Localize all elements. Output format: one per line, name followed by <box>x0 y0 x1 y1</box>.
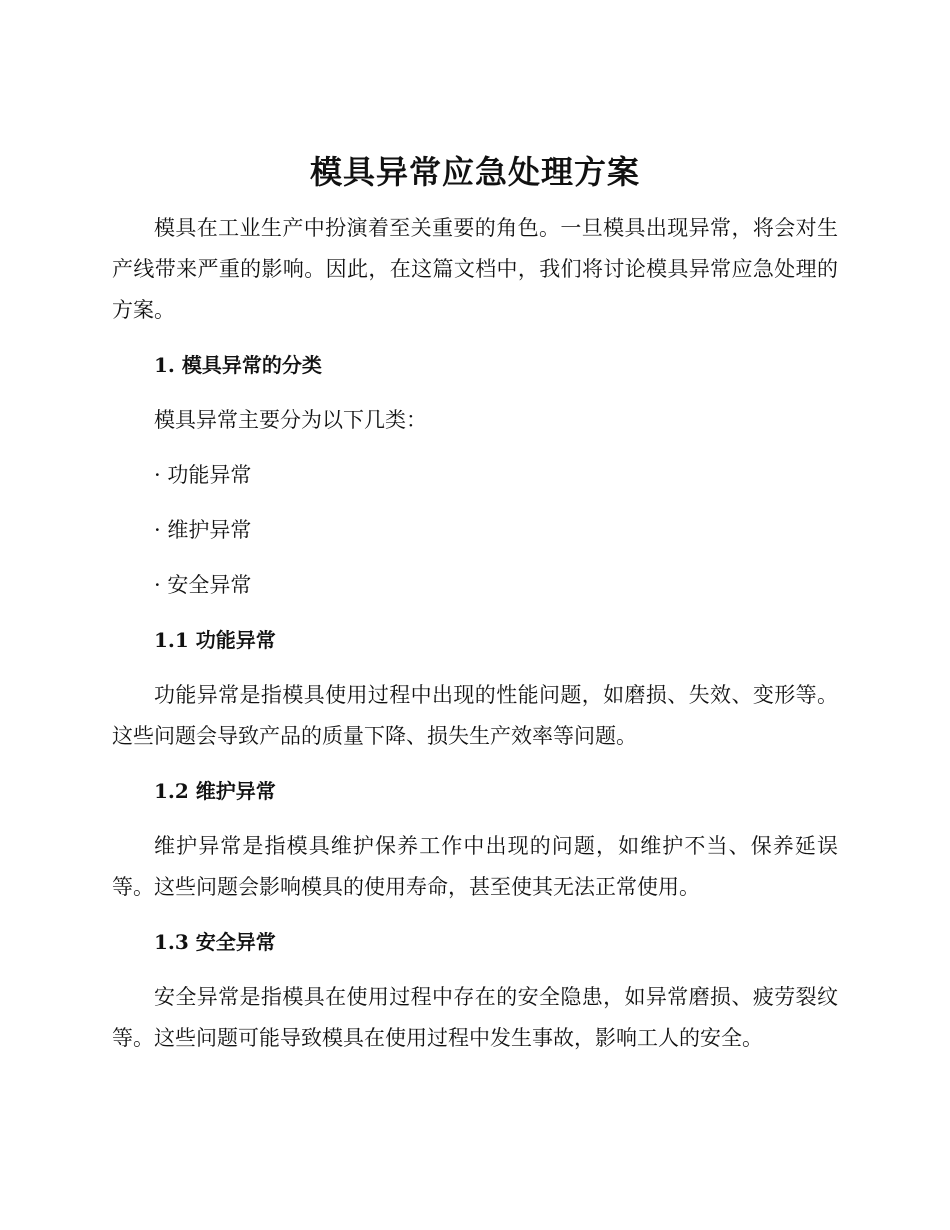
section-1-lead: 模具异常主要分为以下几类： <box>154 408 427 432</box>
document-title: 模具异常应急处理方案 <box>309 153 640 191</box>
section-1-1-body: 功能异常是指模具使用过程中出现的性能问题，如磨损、失效、变形等。这些问题会导致产品的质量下降、损失生产效率等问题。 <box>112 683 838 748</box>
bullet-item-maintenance: · 维护异常 <box>154 518 252 542</box>
section-1-2-heading: 1.2 维护异常 <box>154 779 276 803</box>
section-1-heading: 1. 模具异常的分类 <box>154 353 322 377</box>
intro-paragraph: 模具在工业生产中扮演着至关重要的角色。一旦模具出现异常，将会对生产线带来严重的影响。因此，在这篇文档中，我们将讨论模具异常应急处理的方案。 <box>112 216 838 322</box>
bullet-item-function: · 功能异常 <box>154 463 252 487</box>
section-1-2-body: 维护异常是指模具维护保养工作中出现的问题，如维护不当、保养延误等。这些问题会影响模具的使用寿命，甚至使其无法正常使用。 <box>112 834 838 899</box>
section-1-1-heading: 1.1 功能异常 <box>154 628 276 652</box>
section-1-3-body: 安全异常是指模具在使用过程中存在的安全隐患，如异常磨损、疲劳裂纹等。这些问题可能导致模具在使用过程中发生事故，影响工人的安全。 <box>112 985 838 1050</box>
section-1-3-heading: 1.3 安全异常 <box>154 930 276 954</box>
bullet-item-safety: · 安全异常 <box>154 573 252 597</box>
